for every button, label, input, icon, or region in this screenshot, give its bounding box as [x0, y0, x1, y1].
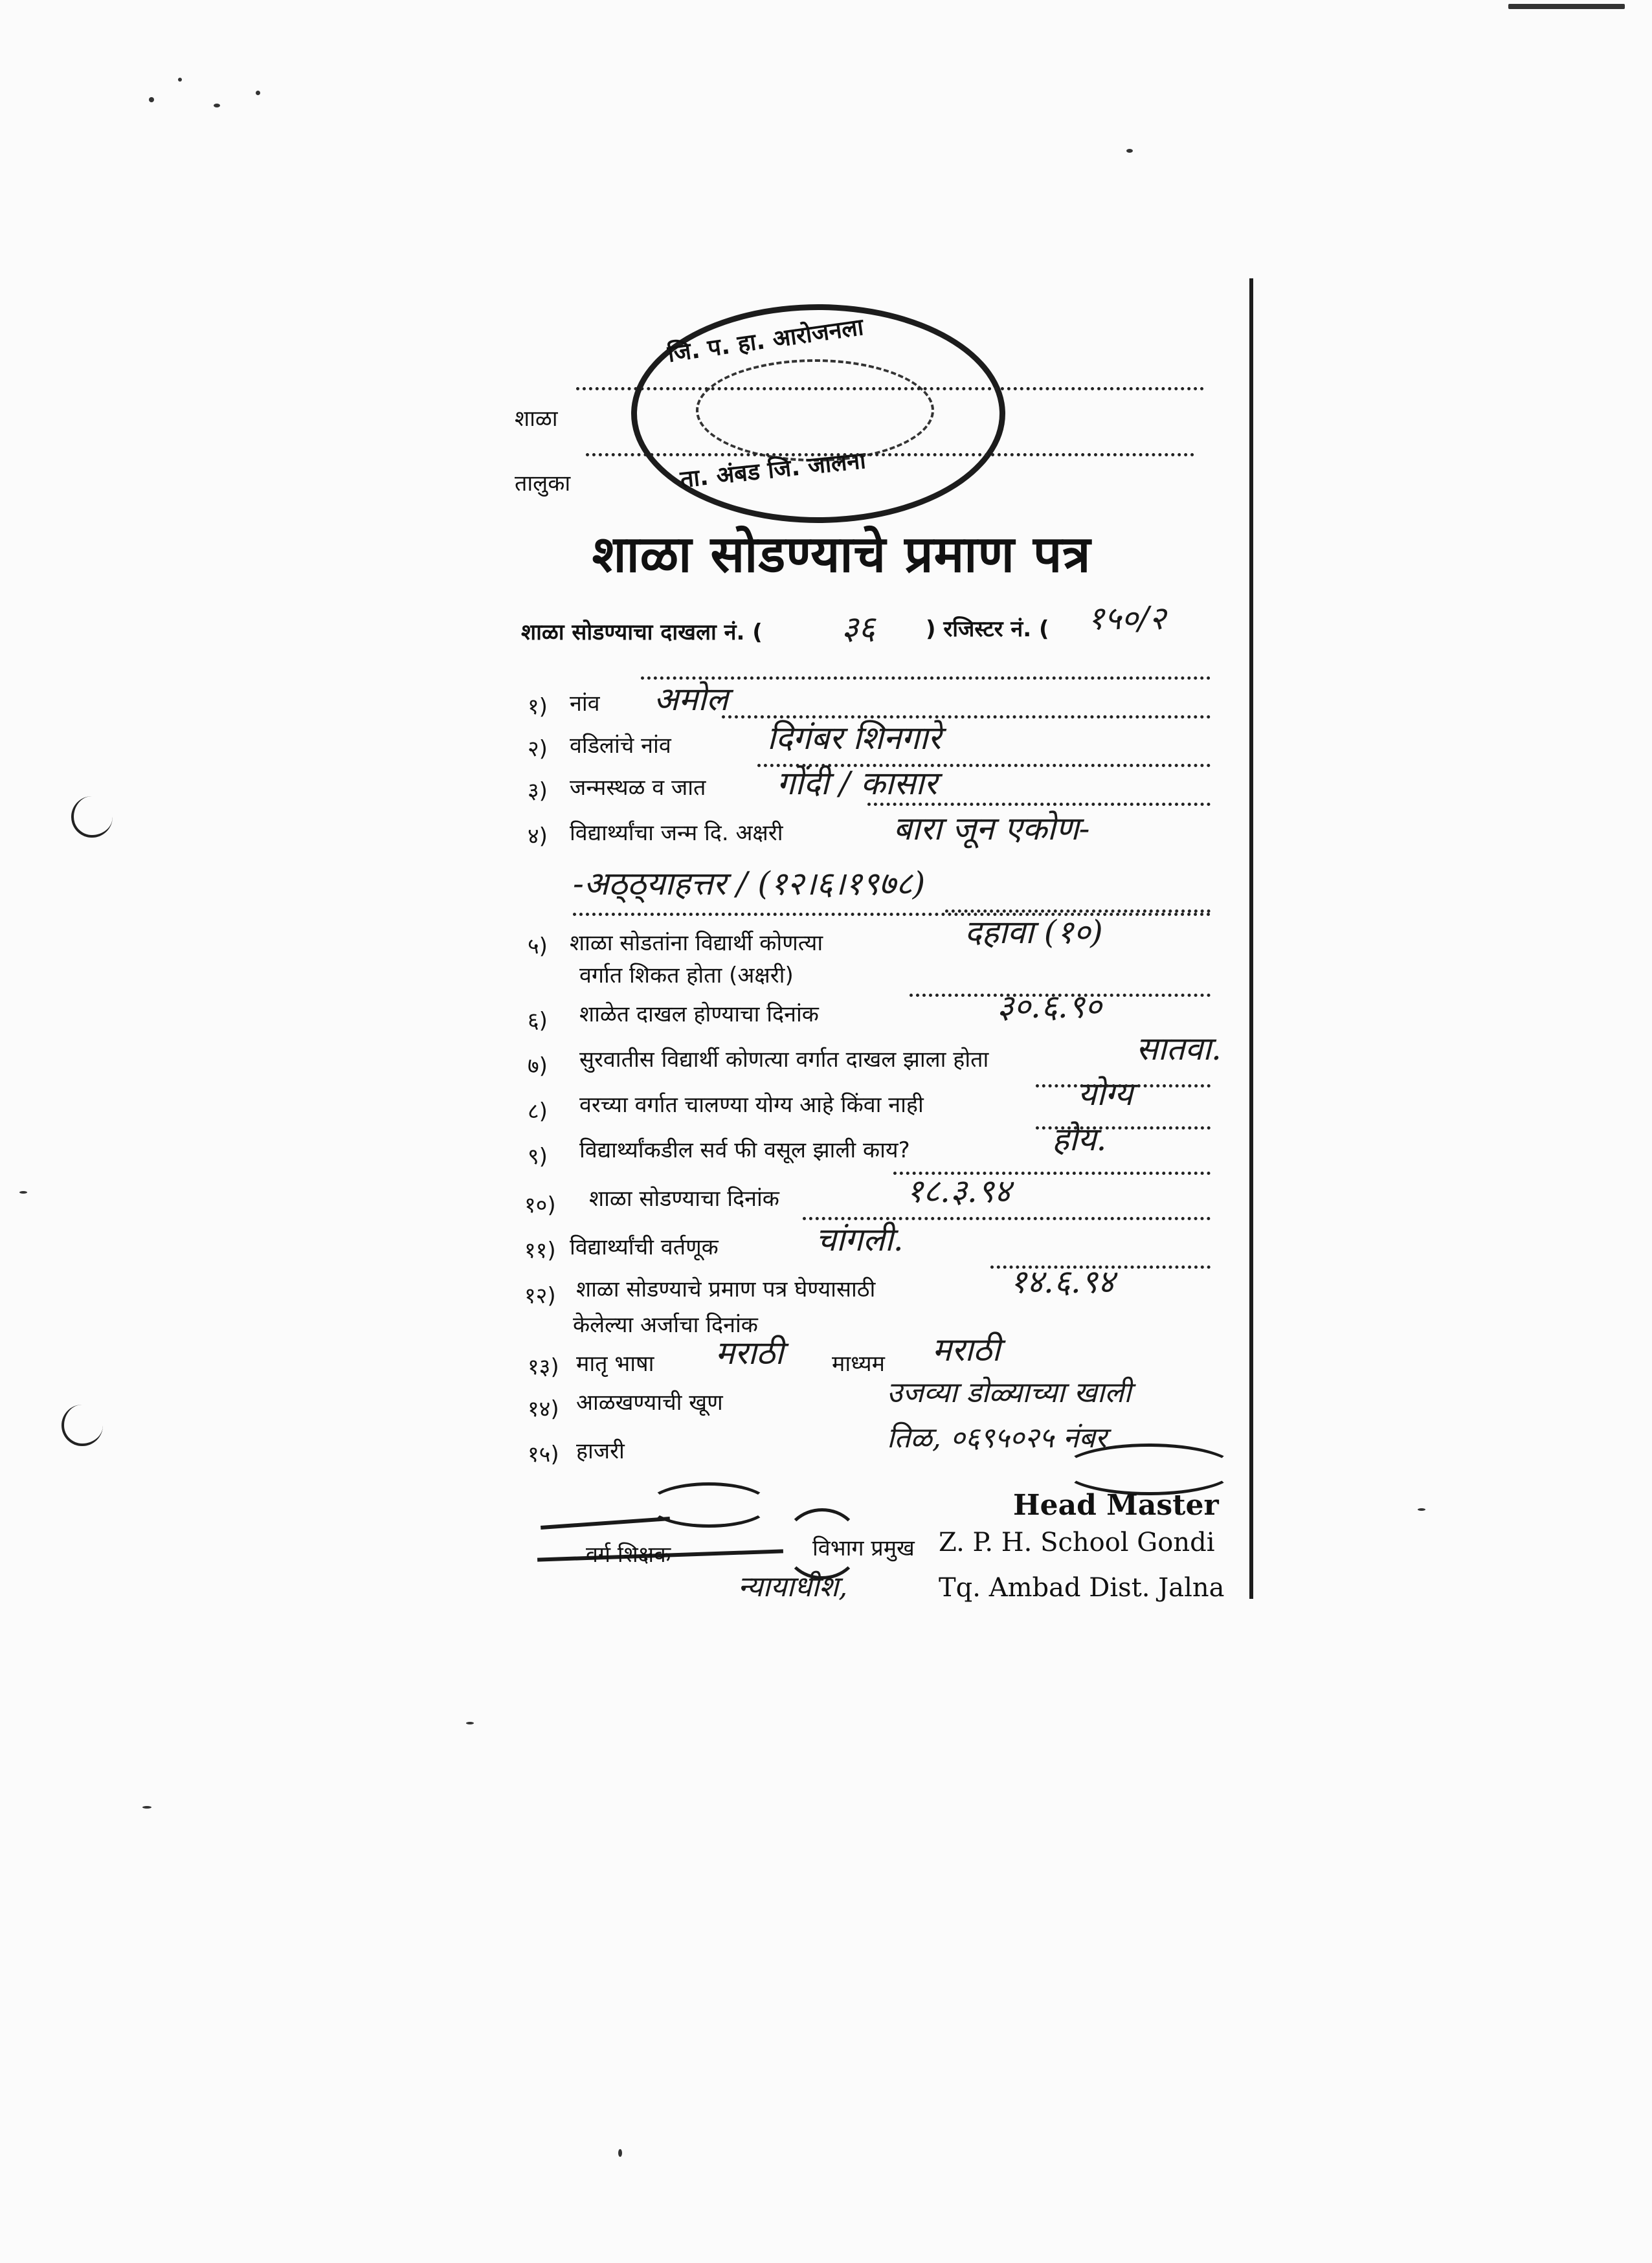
field-line — [757, 764, 1211, 767]
field-number: ५) — [528, 933, 548, 959]
field-number: ६) — [528, 1008, 548, 1034]
class-teacher-signature — [541, 1517, 670, 1530]
field-label-identification-mark: आळखण्याची खूण — [576, 1390, 723, 1416]
stamp-line-2: ता. अंबड जि. जालना — [678, 447, 867, 493]
field-value-attendance: तिळ, ०६९५०२५ नंबर — [887, 1421, 1107, 1455]
leaving-no-label: शाळा सोडण्याचा दाखला नं. ( — [521, 619, 763, 645]
field-label-application-date: शाळा सोडण्याचे प्रमाण पत्र घेण्यासाठी — [576, 1276, 876, 1302]
field-line — [893, 1172, 1211, 1175]
field-label-dob: विद्यार्थ्यांचा जन्म दि. अक्षरी — [570, 820, 783, 846]
field-label-attendance: हाजरी — [576, 1438, 625, 1464]
school-line — [576, 387, 1204, 390]
scan-speck — [466, 1722, 474, 1724]
field-line — [573, 913, 1211, 916]
field-number: ३) — [528, 778, 548, 804]
field-line — [910, 994, 1211, 997]
scan-speck — [149, 97, 154, 102]
field-line — [867, 803, 1211, 806]
field-line — [1036, 1084, 1211, 1087]
field-label-promotion: वरच्या वर्गात चालण्या योग्य आहे किंवा नाही — [579, 1092, 924, 1118]
field-label-medium: माध्यम — [832, 1351, 885, 1377]
field-line — [990, 1265, 1211, 1269]
field-label-leaving-date: शाळा सोडण्याचा दिनांक — [589, 1186, 779, 1212]
field-value-name: अमोल — [654, 680, 728, 718]
scan-speck — [1418, 1508, 1425, 1511]
field-label-birthplace: जन्मस्थळ व जात — [570, 775, 706, 801]
field-value-fees: होय. — [1052, 1120, 1107, 1158]
field-label-name: नांव — [570, 691, 600, 717]
field-value-mother-tongue: मराठी — [715, 1334, 784, 1372]
field-value-medium: मराठी — [932, 1331, 1001, 1368]
field-number: ९) — [528, 1144, 548, 1170]
field-value-birthplace: गोंदी / कासार — [777, 764, 937, 802]
field-value-conduct: चांगली. — [816, 1221, 904, 1258]
scan-speck — [142, 1806, 151, 1809]
field-number: १) — [528, 694, 548, 720]
field-value-father: दिगंबर शिनगारे — [767, 719, 941, 757]
taluka-line — [586, 453, 1194, 456]
scan-speck — [1508, 4, 1625, 9]
department-head-label: विभाग प्रमुख — [812, 1535, 915, 1561]
field-label-class-leaving-2: वर्गात शिकत होता (अक्षरी) — [579, 963, 794, 988]
field-value-dob-continued: -अठ्ठ्याहत्तर / (१२।६।१९७८) — [573, 865, 926, 902]
field-value-leaving-date: १८.३.९४ — [906, 1172, 1011, 1210]
field-value-promotion: योग्य — [1078, 1075, 1133, 1113]
taluka-label: तालुका — [515, 471, 571, 496]
register-value: १५०/२ — [1088, 599, 1166, 637]
field-value-first-class: सातवा. — [1136, 1030, 1222, 1067]
field-number: ४) — [528, 823, 548, 849]
field-number: ११) — [524, 1238, 556, 1264]
field-number: १५) — [528, 1442, 559, 1467]
class-teacher-signature-scribble — [647, 1482, 770, 1528]
field-value-admission-date: ३०.६.९० — [997, 988, 1102, 1025]
field-value-identification-mark: उजव्या डोळ्याच्या खाली — [887, 1376, 1132, 1409]
scan-speck — [1126, 149, 1133, 153]
field-value-application-date: १४.६.९४ — [1010, 1263, 1115, 1300]
scan-speck — [256, 91, 260, 95]
field-label-conduct: विद्यार्थ्यांची वर्तणूक — [570, 1234, 719, 1260]
field-label-admission-date: शाळेत दाखल होण्याचा दिनांक — [579, 1001, 819, 1027]
document-edge-line — [1249, 278, 1253, 1599]
field-number: १०) — [524, 1192, 556, 1218]
field-number: १३) — [528, 1354, 559, 1380]
head-master-signature — [1062, 1444, 1236, 1495]
signature-note: न्यायाधीश, — [738, 1570, 848, 1603]
scan-speck — [618, 2149, 622, 2157]
field-number: १२) — [524, 1283, 556, 1309]
certificate-title: शाळा सोडण्याचे प्रमाण पत्र — [592, 526, 1091, 584]
field-label-father: वडिलांचे नांव — [570, 733, 671, 759]
field-number: ७) — [528, 1053, 548, 1079]
place-line: Tq. Ambad Dist. Jalna — [939, 1573, 1225, 1603]
scan-speck — [214, 104, 220, 107]
field-label-class-leaving: शाळा सोडतांना विद्यार्थी कोणत्या — [570, 930, 823, 956]
field-number: १४) — [528, 1396, 559, 1422]
leaving-no-value: ३६ — [842, 609, 875, 647]
field-line — [1036, 1126, 1211, 1130]
field-label-first-class: सुरवातीस विद्यार्थी कोणत्या वर्गात दाखल झाला होता — [579, 1047, 989, 1073]
school-label: शाळा — [515, 406, 558, 432]
field-line — [641, 676, 1211, 680]
stamp-inner-ring — [696, 359, 934, 462]
margin-mark — [61, 1405, 103, 1446]
scan-speck — [178, 78, 182, 82]
class-teacher-label: वर्ग शिक्षक — [586, 1542, 671, 1568]
stamp-line-1: जि. प. हा. आरोजनला — [665, 313, 865, 368]
field-number: ८) — [528, 1098, 548, 1124]
field-label-application-date-2: केलेल्या अर्जाचा दिनांक — [573, 1312, 758, 1338]
field-number: २) — [528, 736, 548, 762]
register-label: ) रजिस्टर नं. ( — [926, 616, 1049, 642]
field-label-fees: विद्यार्थ्यांकडील सर्व फी वसूल झाली काय? — [579, 1137, 910, 1163]
field-line — [722, 715, 1211, 719]
margin-mark — [71, 796, 113, 838]
scan-speck — [19, 1191, 27, 1194]
school-name-line: Z. P. H. School Gondi — [939, 1528, 1215, 1557]
department-head-signature — [783, 1508, 861, 1579]
field-line — [945, 909, 1211, 913]
field-value-dob: बारा जून एकोण- — [893, 810, 1090, 847]
head-master-label: Head Master — [1013, 1489, 1219, 1522]
field-value-class-leaving: दहावा (१०) — [965, 913, 1103, 951]
field-label-mother-tongue: मातृ भाषा — [576, 1351, 654, 1377]
field-line — [803, 1217, 1211, 1220]
